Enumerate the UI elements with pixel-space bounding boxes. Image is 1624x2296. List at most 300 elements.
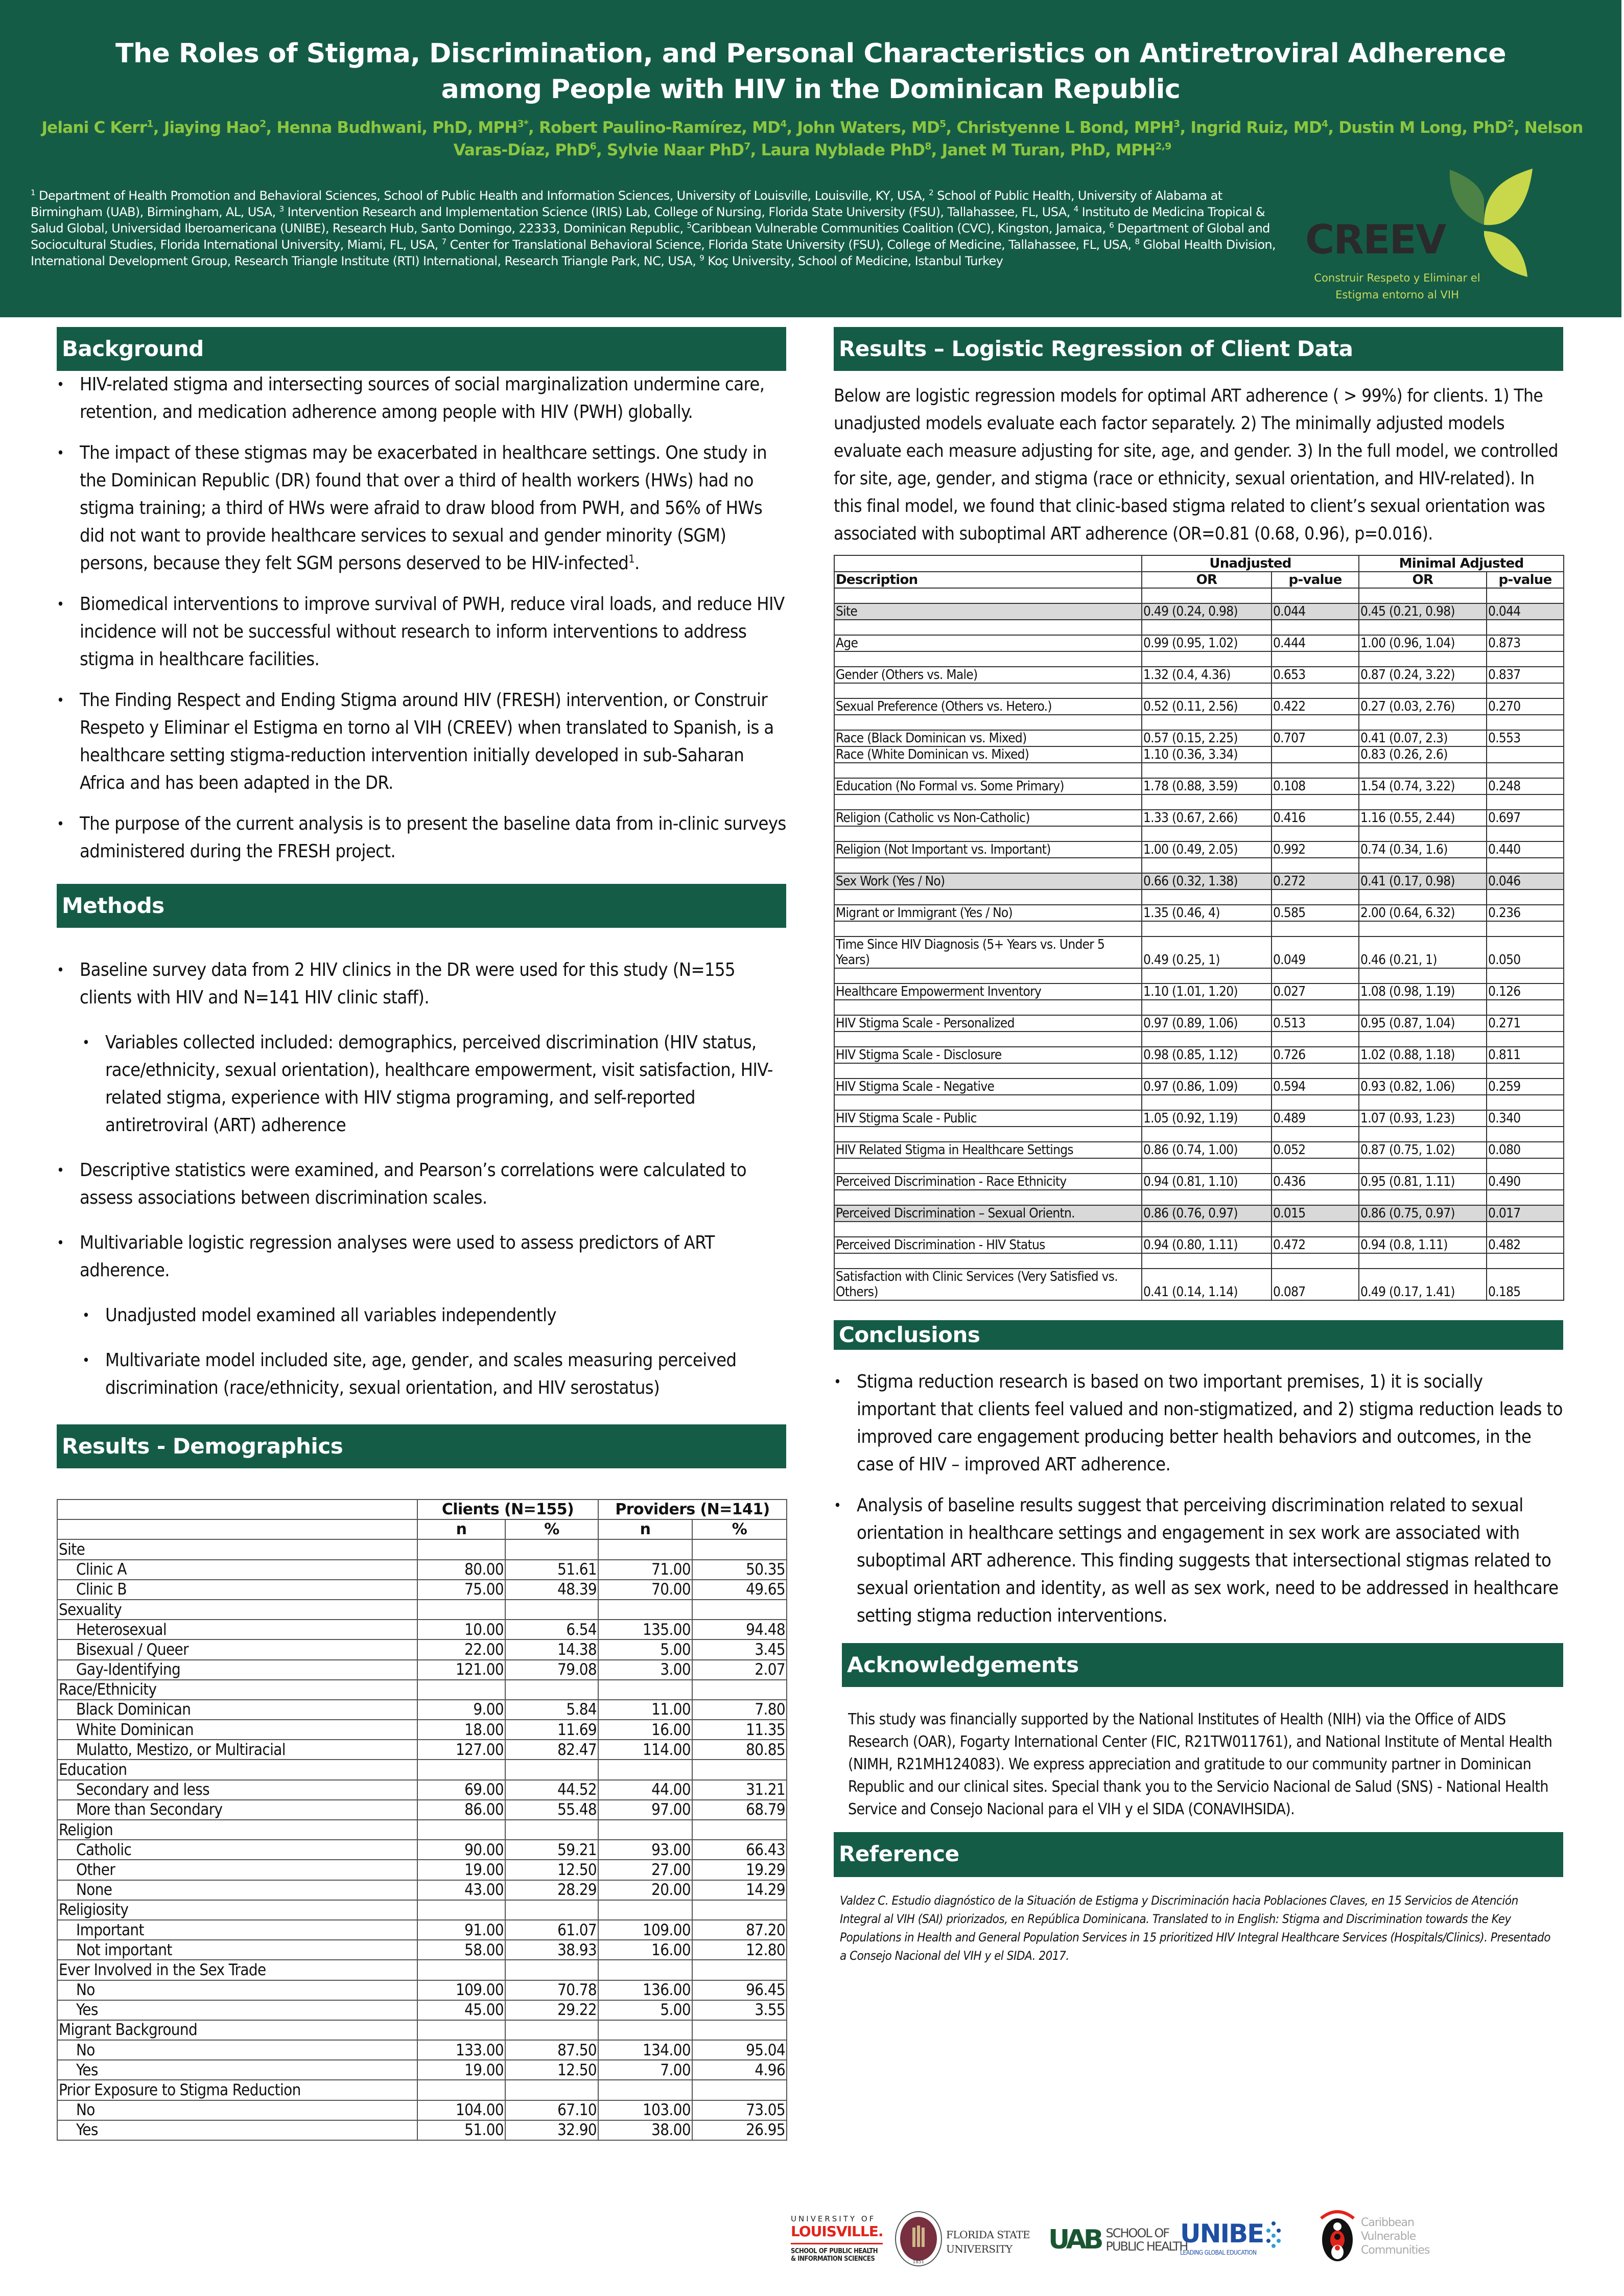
reg-row-significant <box>834 603 1564 620</box>
reg-spacer-row <box>834 651 1564 667</box>
demo-row-label: Important <box>57 1920 417 1940</box>
author <box>1190 119 1328 137</box>
section-heading: Background <box>57 327 786 371</box>
cvc-logo <box>1316 2208 1429 2264</box>
reg-cell-u-p: 0.513 <box>1272 1015 1359 1032</box>
unibe-dots-icon <box>1263 2218 1284 2249</box>
reg-table-row <box>834 698 1564 715</box>
demographics-table <box>57 1499 787 2141</box>
reg-cell-u-p: 0.272 <box>1272 873 1359 889</box>
reg-cell-m-or: 0.46 (0.21, 1) <box>1359 936 1487 968</box>
reg-cell-u-p: 0.052 <box>1272 1142 1359 1158</box>
methods-section <box>57 884 786 1402</box>
demo-row-label: No <box>57 2100 417 2120</box>
demo-cell <box>598 1960 692 1980</box>
demo-row-label: Education <box>57 1760 417 1779</box>
demo-cell: 70.78 <box>505 1980 598 2000</box>
reg-cell-m-or: 0.74 (0.34, 1.6) <box>1359 841 1487 858</box>
background-bullet: • Biomedical interventions to improve survival of PWH, reduce viral loads, and reduce HIV incidence will not be successful without research to inform interventions to address stigma in healthcare facilities. <box>57 591 786 673</box>
demo-cell: 16.00 <box>598 1940 692 1960</box>
reg-cell-m-p: 0.046 <box>1487 873 1564 889</box>
creev-wordmark: CREEV <box>1305 217 1446 263</box>
reg-cell-u-p: 0.585 <box>1272 905 1359 921</box>
reg-cell-u-p: 0.707 <box>1272 730 1359 746</box>
reg-cell-label: Gender (Others vs. Male) <box>834 667 1142 683</box>
reg-cell-m-or: 0.95 (0.81, 1.11) <box>1359 1174 1487 1190</box>
reg-cell-label: Race (Black Dominican vs. Mixed) <box>834 730 1142 746</box>
reg-table-row <box>834 1015 1564 1032</box>
reg-cell-u-p: 0.594 <box>1272 1079 1359 1095</box>
demo-row-label: Sexuality <box>57 1600 417 1620</box>
author-affiliation-number: 4 <box>780 118 787 130</box>
demo-cell <box>417 1680 505 1700</box>
title-line-2: among People with HIV in the Dominican Republic <box>441 74 1181 105</box>
leaf-icon <box>1443 169 1540 278</box>
demo-cell: 7.00 <box>598 2060 692 2080</box>
reg-table-row <box>834 1174 1564 1190</box>
demo-cell: 75.00 <box>417 1580 505 1600</box>
author-name: Henna Budhwani, PhD, MPH <box>276 119 517 137</box>
conclusion-bullet: • Stigma reduction research is based on two important premises, 1) it is socially important that clients feel valued and non-stigmatized, and 2) stigma reduction leads to improved care engagement producing better health behaviors and outcomes, in the case of HIV – improved ART adherence. <box>834 1368 1563 1479</box>
methods-bullet: • Baseline survey data from 2 HIV clinics in the DR were used for this study (N=155 clients with HIV and N=141 HIV clinic staff). <box>57 956 786 1012</box>
reg-cell-u-p: 0.444 <box>1272 635 1359 651</box>
unibe-tagline: LEADING GLOBAL EDUCATION <box>1180 2249 1257 2256</box>
author <box>539 119 787 137</box>
demo-cell <box>505 1900 598 1920</box>
reg-cell-label: Migrant or Immigrant (Yes / No) <box>834 905 1142 921</box>
regression-section <box>834 327 1563 1301</box>
reg-spacer-row <box>834 683 1564 698</box>
demo-row-label: More than Secondary <box>57 1800 417 1820</box>
reg-spacer-row <box>834 1253 1564 1269</box>
demo-cell: 49.65 <box>692 1580 787 1600</box>
creev-tagline <box>1300 270 1494 303</box>
demo-cell <box>417 1960 505 1980</box>
demo-cell: 19.00 <box>417 1860 505 1880</box>
demo-cell: 14.29 <box>692 1880 787 1900</box>
louisville-logo <box>791 2214 893 2263</box>
demo-cell <box>692 1760 787 1779</box>
reg-spacer-row <box>834 715 1564 730</box>
demo-cell: 44.00 <box>598 1780 692 1800</box>
background-bullets <box>57 371 786 865</box>
affiliation-text: Koç University, School of Medicine, Istanbul Turkey <box>704 254 1003 268</box>
reg-spacer-row <box>834 921 1564 936</box>
author-affiliation-number: 2 <box>260 118 266 130</box>
reg-cell-u-or: 0.94 (0.81, 1.10) <box>1142 1174 1272 1190</box>
reg-cell-u-or: 0.52 (0.11, 2.56) <box>1142 698 1272 715</box>
demo-cell: 94.48 <box>692 1620 787 1639</box>
reg-spacer-row <box>834 588 1564 603</box>
demo-cell: 4.96 <box>692 2060 787 2080</box>
demo-cell: 91.00 <box>417 1920 505 1940</box>
partner-logos <box>787 2192 1624 2296</box>
section-heading: Conclusions <box>834 1320 1563 1350</box>
reg-cell-u-or: 0.49 (0.25, 1) <box>1142 936 1272 968</box>
demo-category-row <box>57 1600 787 1620</box>
demo-category-row <box>57 2080 787 2100</box>
demo-category-row <box>57 1900 787 1920</box>
reg-table-row <box>834 841 1564 858</box>
reg-cell-label: HIV Stigma Scale - Personalized <box>834 1015 1142 1032</box>
demo-cell: 6.54 <box>505 1620 598 1639</box>
demo-cell: 109.00 <box>417 1980 505 2000</box>
author-name: Dustin M Long, PhD <box>1338 119 1508 137</box>
demo-row-label: Religiosity <box>57 1900 417 1920</box>
demo-cell <box>417 2020 505 2040</box>
demo-cell <box>505 1539 598 1559</box>
uab-text: SCHOOL OF PUBLIC HEALTH <box>1105 2226 1188 2254</box>
author <box>942 141 1171 159</box>
demo-cell: 50.35 <box>692 1560 787 1580</box>
demo-cell: 38.93 <box>505 1940 598 1960</box>
demo-cell: 11.00 <box>598 1700 692 1720</box>
louisville-line3: SCHOOL OF PUBLIC HEALTH <box>791 2247 878 2255</box>
reg-cell-label: Perceived Discrimination - HIV Status <box>834 1237 1142 1253</box>
demo-cell: 12.50 <box>505 1860 598 1880</box>
reg-cell-label: Site <box>834 603 1142 620</box>
louisville-line4: & INFORMATION SCIENCES <box>791 2255 875 2263</box>
demo-row-label: Prior Exposure to Stigma Reduction <box>57 2080 417 2100</box>
demo-table-row <box>57 1720 787 1740</box>
methods-bullets <box>57 956 786 1402</box>
demo-cell: 134.00 <box>598 2040 692 2060</box>
reg-spacer-row <box>834 763 1564 778</box>
demo-row-label: Not important <box>57 1940 417 1960</box>
reg-spacer-row <box>834 1222 1564 1237</box>
demo-cell <box>505 1820 598 1840</box>
demo-cell: 109.00 <box>598 1920 692 1940</box>
affiliation-number: 3 <box>279 204 284 214</box>
demo-cell: 59.21 <box>505 1840 598 1860</box>
reg-cell-m-or: 1.16 (0.55, 2.44) <box>1359 810 1487 826</box>
demo-cell: 38.00 <box>598 2120 692 2140</box>
acknowledgements-section <box>842 1643 1563 1821</box>
reg-cell-m-or: 0.87 (0.75, 1.02) <box>1359 1142 1487 1158</box>
demo-cell: 22.00 <box>417 1639 505 1659</box>
demo-cell: 79.08 <box>505 1660 598 1680</box>
demo-cell: 26.95 <box>692 2120 787 2140</box>
reg-cell-label: Sex Work (Yes / No) <box>834 873 1142 889</box>
affiliation-number: 5 <box>687 221 692 230</box>
demo-category-row <box>57 1680 787 1700</box>
author-name: Nelson Varas-Díaz, PhD <box>453 119 1583 159</box>
demo-cell: 12.50 <box>505 2060 598 2080</box>
demo-row-label: Mulatto, Mestizo, or Multiracial <box>57 1740 417 1760</box>
demo-header-providers: Providers (N=141) <box>598 1500 787 1519</box>
reg-cell-m-or: 0.45 (0.21, 0.98) <box>1359 603 1487 620</box>
demo-cell: 58.00 <box>417 1940 505 1960</box>
demo-table-row <box>57 1800 787 1820</box>
affiliation-number: 1 <box>31 188 35 197</box>
demo-cell: 133.00 <box>417 2040 505 2060</box>
demo-cell: 69.00 <box>417 1780 505 1800</box>
methods-bullet: • Unadjusted model examined all variables independently <box>57 1302 786 1329</box>
demo-cell: 70.00 <box>598 1580 692 1600</box>
affiliation-number: 8 <box>1135 237 1140 246</box>
author <box>956 119 1180 137</box>
reg-table-row <box>834 1047 1564 1063</box>
demo-cell: 28.29 <box>505 1880 598 1900</box>
demo-category-row <box>57 1960 787 1980</box>
reg-cell-label: Perceived Discrimination - Race Ethnicity <box>834 1174 1142 1190</box>
affiliation-number: 4 <box>1073 204 1078 214</box>
reg-table-row <box>834 1237 1564 1253</box>
demo-cell <box>598 2020 692 2040</box>
cvc-figures-icon <box>1316 2208 1359 2264</box>
reg-cell-m-p: 0.017 <box>1487 1205 1564 1222</box>
demo-table-row <box>57 1620 787 1639</box>
reg-cell-u-p: 0.049 <box>1272 936 1359 968</box>
demo-cell: 71.00 <box>598 1560 692 1580</box>
reg-spacer-row <box>834 1063 1564 1079</box>
reg-table-row <box>834 905 1564 921</box>
demo-cell: 7.80 <box>692 1700 787 1720</box>
demo-cell: 11.35 <box>692 1720 787 1740</box>
demo-table-row <box>57 1660 787 1680</box>
reg-col-pvalue: p-value <box>1272 572 1359 588</box>
affiliation-text: Department of Global and Sociocultural Studies, Florida International University, Miami, FL, USA, <box>31 221 1270 252</box>
demographics-section <box>57 1424 786 2141</box>
reg-cell-u-p: 0.416 <box>1272 810 1359 826</box>
affiliation-text: School of Public Health, University of Alabama at Birmingham (UAB), Birmingham, AL, USA, <box>31 189 1222 219</box>
demo-cell <box>598 2080 692 2100</box>
reg-table-row <box>834 810 1564 826</box>
reg-header-minimal-adjusted: Minimal Adjusted <box>1359 555 1564 572</box>
affiliation-number: 9 <box>699 253 704 263</box>
reg-cell-u-or: 0.49 (0.24, 0.98) <box>1142 603 1272 620</box>
reg-cell-u-or: 1.33 (0.67, 2.66) <box>1142 810 1272 826</box>
reg-spacer-row <box>834 1095 1564 1110</box>
author-list: Jelani C Kerr$^1$, Jiaying Hao$^2$, Henna Budhwani, PhD, $MPH^{3*}$, Robert Paulino-Ramírez, $MD^4$, John Waters, $MD^5$, Christyenne L Bond, MPH$^3$, Ingrid Ruiz, $MD^4$, Dustin M Long, PhD$^2$, Nelson Varas-Díaz, PhD$^6$, Sylvie Naar PhD$^7$, Laura Nyblade PhD$^8$, Janet M Turan, PhD, MPH$^{2,9}$ <box>41 118 1583 159</box>
demo-cell <box>692 1900 787 1920</box>
reg-cell-m-p: 0.271 <box>1487 1015 1564 1032</box>
reg-cell-u-or: 0.97 (0.89, 1.06) <box>1142 1015 1272 1032</box>
reg-cell-u-p: 0.087 <box>1272 1269 1359 1300</box>
author-affiliation-number: 7 <box>744 140 750 152</box>
reg-cell-m-p: 0.482 <box>1487 1237 1564 1253</box>
background-section <box>57 327 786 865</box>
title-line-1: The Roles of Stigma, Discrimination, and Personal Characteristics on Antiretroviral Adherence <box>115 38 1507 69</box>
demo-cell <box>692 1600 787 1620</box>
demo-cell: 86.00 <box>417 1800 505 1820</box>
fsu-line2: UNIVERSITY <box>946 2243 1013 2255</box>
demo-cell: 87.50 <box>505 2040 598 2060</box>
demo-subheader: % <box>505 1519 598 1539</box>
reg-table-row <box>834 1079 1564 1095</box>
demo-cell: 103.00 <box>598 2100 692 2120</box>
reg-cell-m-or: 0.83 (0.26, 2.6) <box>1359 746 1487 763</box>
demo-cell <box>692 1539 787 1559</box>
uab-logo <box>1048 2224 1187 2255</box>
demo-cell: 5.00 <box>598 1639 692 1659</box>
author-name: Sylvie Naar PhD <box>607 141 744 159</box>
reg-table-row <box>834 778 1564 794</box>
reg-cell-m-p: 0.236 <box>1487 905 1564 921</box>
reg-cell-m-or: 0.41 (0.07, 2.3) <box>1359 730 1487 746</box>
demo-table-row <box>57 1560 787 1580</box>
reg-cell-u-or: 1.10 (1.01, 1.20) <box>1142 983 1272 1000</box>
demo-category-row <box>57 1820 787 1840</box>
reg-row-significant <box>834 1205 1564 1222</box>
reg-cell-m-p: 0.044 <box>1487 603 1564 620</box>
reg-row-significant <box>834 873 1564 889</box>
demo-cell <box>598 1760 692 1779</box>
author-affiliation-number: 2 <box>1507 118 1514 130</box>
reg-spacer-row <box>834 794 1564 810</box>
cvc-text: Caribbean Vulnerable Communities <box>1361 2216 1430 2257</box>
poster-header <box>0 0 1621 317</box>
author-affiliation-number: 2,9 <box>1155 140 1171 152</box>
demo-cell <box>598 1900 692 1920</box>
demo-cell: 29.22 <box>505 2000 598 2020</box>
demo-cell: 80.85 <box>692 1740 787 1760</box>
demo-row-label: Gay-Identifying <box>57 1660 417 1680</box>
demo-cell: 44.52 <box>505 1780 598 1800</box>
reg-cell-m-or: 0.94 (0.8, 1.11) <box>1359 1237 1487 1253</box>
demo-cell <box>505 1600 598 1620</box>
demo-row-label: Black Dominican <box>57 1700 417 1720</box>
reg-col-pvalue: p-value <box>1487 572 1564 588</box>
fsu-line1: FLORIDA STATE <box>946 2229 1030 2241</box>
demo-subheader: % <box>692 1519 787 1539</box>
reg-cell-label: Satisfaction with Clinic Services (Very Satisfied vs. Others) <box>834 1269 1142 1300</box>
demo-cell <box>417 1600 505 1620</box>
demo-cell: 20.00 <box>598 1880 692 1900</box>
reg-cell-label: HIV Related Stigma in Healthcare Settings <box>834 1142 1142 1158</box>
demo-table-row <box>57 2000 787 2020</box>
demo-cell: 45.00 <box>417 2000 505 2020</box>
demo-cell: 67.10 <box>505 2100 598 2120</box>
demo-cell: 19.00 <box>417 2060 505 2080</box>
reg-cell-u-p: 0.992 <box>1272 841 1359 858</box>
demo-cell: 136.00 <box>598 1980 692 2000</box>
demo-cell: 97.00 <box>598 1800 692 1820</box>
demo-cell <box>598 1539 692 1559</box>
demo-cell: 27.00 <box>598 1860 692 1880</box>
demo-cell: 5.00 <box>598 2000 692 2020</box>
acknowledgements-text: This study was financially supported by the National Institutes of Health (NIH) via the Office of AIDS Research (OAR), Fogarty International Center (FIC, R21TW011761), and National Institute of Mental Health (NIMH, R21MH124083). We express appreciation and gratitude to our community partner in Dominican Republic and our clinical sites. Special thank you to the Servicio Nacional de Salud (SNS) - National Health Service and Consejo Nacional para el VIH y el SIDA (CONAVIHSIDA). <box>848 1711 1552 1818</box>
demo-row-label: Bisexual / Queer <box>57 1639 417 1659</box>
reg-cell-m-or: 0.95 (0.87, 1.04) <box>1359 1015 1487 1032</box>
reg-cell-label: HIV Stigma Scale - Negative <box>834 1079 1142 1095</box>
demo-table-row <box>57 2060 787 2080</box>
reg-cell-m-p: 0.811 <box>1487 1047 1564 1063</box>
author-name: John Waters, MD <box>797 119 940 137</box>
demo-row-label: White Dominican <box>57 1720 417 1740</box>
reg-cell-u-or: 0.66 (0.32, 1.38) <box>1142 873 1272 889</box>
reg-cell-label: Religion (Catholic vs Non-Catholic) <box>834 810 1142 826</box>
demo-cell <box>692 2020 787 2040</box>
demo-row-label: Site <box>57 1539 417 1559</box>
demo-cell: 10.00 <box>417 1620 505 1639</box>
reg-cell-label: Perceived Discrimination – Sexual Orientn. <box>834 1205 1142 1222</box>
poster-title <box>0 36 1621 107</box>
affiliation-text: Caribbean Vulnerable Communities Coalition (CVC), Kingston, Jamaica, <box>691 221 1110 236</box>
affiliation-text: Instituto de Medicina Tropical & Salud Global, Universidad Iberoamericana (UNIBE), Research Hub, Santo Domingo, 22333, Dominican Republic, <box>31 205 1265 236</box>
demo-cell: 19.29 <box>692 1860 787 1880</box>
reg-cell-u-or: 1.00 (0.49, 2.05) <box>1142 841 1272 858</box>
demo-cell: 114.00 <box>598 1740 692 1760</box>
affiliation-text: Intervention Research and Implementation Science (IRIS) Lab, College of Nursing, Florida State University (FSU), Tallahassee, FL, USA, <box>284 205 1074 219</box>
reg-spacer-row <box>834 620 1564 635</box>
reg-cell-m-p <box>1487 746 1564 763</box>
demo-cell: 87.20 <box>692 1920 787 1940</box>
reg-cell-m-or: 1.00 (0.96, 1.04) <box>1359 635 1487 651</box>
demo-cell: 3.45 <box>692 1639 787 1659</box>
demo-cell <box>692 2080 787 2100</box>
demo-cell: 3.00 <box>598 1660 692 1680</box>
reg-cell-u-p: 0.726 <box>1272 1047 1359 1063</box>
demo-cell <box>598 1600 692 1620</box>
reg-cell-m-p: 0.440 <box>1487 841 1564 858</box>
reg-cell-u-p: 0.489 <box>1272 1110 1359 1127</box>
reg-cell-u-or: 1.32 (0.4, 4.36) <box>1142 667 1272 683</box>
demo-cell <box>692 1960 787 1980</box>
demo-cell <box>505 2020 598 2040</box>
reg-cell-m-or: 2.00 (0.64, 6.32) <box>1359 905 1487 921</box>
reg-cell-m-p: 0.490 <box>1487 1174 1564 1190</box>
reg-cell-u-or: 0.94 (0.80, 1.11) <box>1142 1237 1272 1253</box>
affiliation-text: Center for Translational Behavioral Science, Florida State University (FSU), College of Medicine, Tallahassee, FL, USA, <box>446 238 1135 252</box>
demo-cell: 14.38 <box>505 1639 598 1659</box>
fsu-seal-icon <box>894 2210 943 2267</box>
reg-table-row <box>834 1269 1564 1300</box>
demo-cell: 31.21 <box>692 1780 787 1800</box>
author <box>164 119 266 137</box>
demo-table-row <box>57 2120 787 2140</box>
reg-cell-u-p: 0.422 <box>1272 698 1359 715</box>
section-heading: Acknowledgements <box>842 1643 1563 1687</box>
demo-cell: 12.80 <box>692 1940 787 1960</box>
demo-cell: 93.00 <box>598 1840 692 1860</box>
reg-header-unadjusted: Unadjusted <box>1142 555 1359 572</box>
reg-col-description: Description <box>834 572 1142 588</box>
demo-cell: 95.04 <box>692 2040 787 2060</box>
reg-cell-m-or: 0.86 (0.75, 0.97) <box>1359 1205 1487 1222</box>
reg-cell-u-or: 0.97 (0.86, 1.09) <box>1142 1079 1272 1095</box>
methods-bullet: • Multivariable logistic regression analyses were used to assess predictors of ART adherence. <box>57 1229 786 1284</box>
reg-cell-u-or: 0.86 (0.74, 1.00) <box>1142 1142 1272 1158</box>
demo-cell: 66.43 <box>692 1840 787 1860</box>
reg-cell-m-or: 0.87 (0.24, 3.22) <box>1359 667 1487 683</box>
demo-cell <box>505 1760 598 1779</box>
author <box>761 141 931 159</box>
affiliation-text: Global Health Division, International Development Group, Research Triangle Institute (RTI) International, Research Triangle Park, NC, USA, <box>31 238 1276 268</box>
reg-cell-u-or: 1.05 (0.92, 1.19) <box>1142 1110 1272 1127</box>
author <box>607 141 750 159</box>
demo-cell: 135.00 <box>598 1620 692 1639</box>
demo-category-row <box>57 1760 787 1779</box>
author-name: Janet M Turan, PhD, MPH <box>942 141 1156 159</box>
demo-cell: 43.00 <box>417 1880 505 1900</box>
demo-cell: 82.47 <box>505 1740 598 1760</box>
reg-cell-m-p: 0.697 <box>1487 810 1564 826</box>
demo-cell <box>417 1539 505 1559</box>
demo-row-label: Secondary and less <box>57 1780 417 1800</box>
author-name: Jiaying Hao <box>163 119 260 137</box>
demo-cell <box>505 1960 598 1980</box>
demo-cell: 11.69 <box>505 1720 598 1740</box>
reg-cell-m-or: 0.27 (0.03, 2.76) <box>1359 698 1487 715</box>
reg-cell-m-p: 0.837 <box>1487 667 1564 683</box>
author-affiliation-number: 3* <box>517 118 529 130</box>
demo-row-label: Religion <box>57 1820 417 1840</box>
reg-cell-u-p: 0.108 <box>1272 778 1359 794</box>
demo-cell: 61.07 <box>505 1920 598 1940</box>
demo-subheader-blank <box>57 1519 417 1539</box>
demo-header-clients: Clients (N=155) <box>417 1500 598 1519</box>
